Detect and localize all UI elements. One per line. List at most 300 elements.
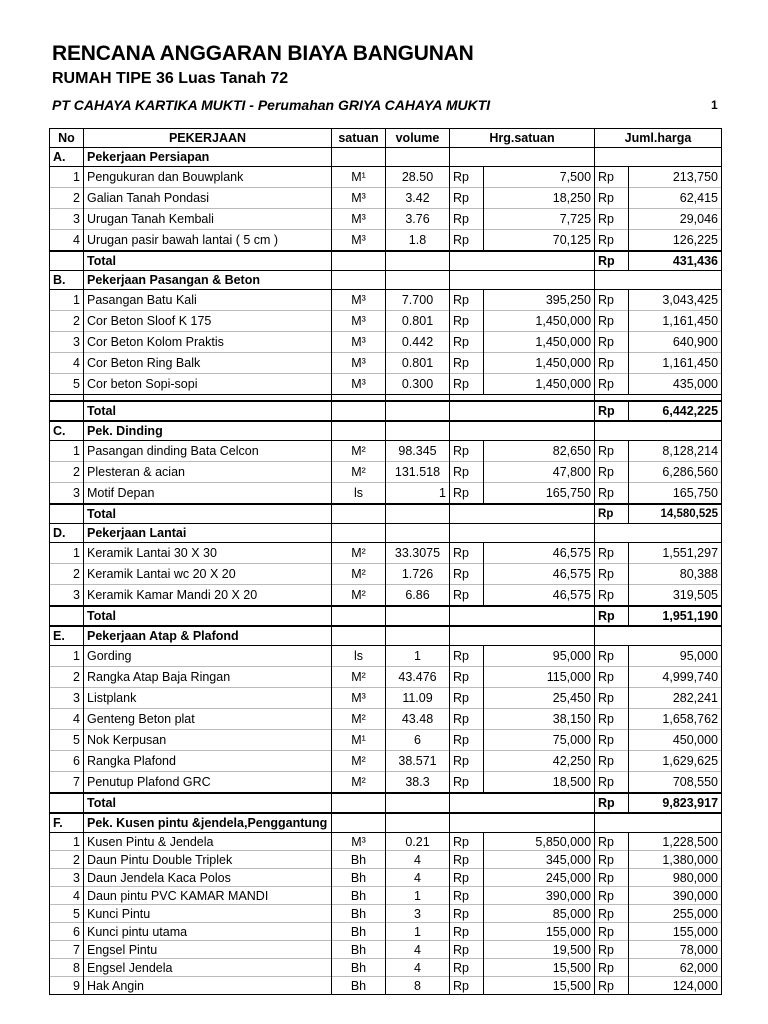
section-name: Pekerjaan Persiapan xyxy=(84,148,332,167)
empty-cell xyxy=(332,793,386,813)
item-unit-price: 1,450,000 xyxy=(484,332,595,353)
empty-cell xyxy=(386,793,450,813)
section-name: Pek. Kusen pintu &jendela,Penggantung xyxy=(84,813,332,833)
section-total-row xyxy=(50,606,722,626)
item-volume: 4 xyxy=(386,851,450,869)
item-unit-price: 390,000 xyxy=(484,887,595,905)
amount-currency: Rp xyxy=(595,188,629,209)
item-unit: M¹ xyxy=(332,167,386,188)
item-volume: 1 xyxy=(386,923,450,941)
item-unit-price: 19,500 xyxy=(484,941,595,959)
item-unit-price: 70,125 xyxy=(484,230,595,252)
item-amount: 390,000 xyxy=(629,887,722,905)
empty-cell xyxy=(595,421,722,441)
item-unit-price: 345,000 xyxy=(484,851,595,869)
item-volume: 98.345 xyxy=(386,441,450,462)
item-name: Cor Beton Sloof K 175 xyxy=(84,311,332,332)
item-unit: M² xyxy=(332,441,386,462)
item-name: Listplank xyxy=(84,688,332,709)
item-unit-price: 18,500 xyxy=(484,772,595,794)
price-currency: Rp xyxy=(450,887,484,905)
item-number: 2 xyxy=(50,188,84,209)
item-number: 5 xyxy=(50,374,84,395)
item-volume: 8 xyxy=(386,977,450,995)
item-unit: M³ xyxy=(332,311,386,332)
item-volume: 38.3 xyxy=(386,772,450,794)
empty-cell xyxy=(450,251,595,271)
total-label: Total xyxy=(84,504,332,524)
amount-currency: Rp xyxy=(595,851,629,869)
total-label: Total xyxy=(84,793,332,813)
section-code: D. xyxy=(50,524,84,543)
item-number: 8 xyxy=(50,959,84,977)
table-row xyxy=(50,188,722,209)
section-code: A. xyxy=(50,148,84,167)
empty-cell xyxy=(332,504,386,524)
item-amount: 6,286,560 xyxy=(629,462,722,483)
item-unit: M² xyxy=(332,667,386,688)
item-unit: M¹ xyxy=(332,730,386,751)
empty-cell xyxy=(50,793,84,813)
table-row xyxy=(50,290,722,311)
item-number: 6 xyxy=(50,751,84,772)
item-number: 6 xyxy=(50,923,84,941)
item-name: Hak Angin xyxy=(84,977,332,995)
amount-currency: Rp xyxy=(595,167,629,188)
item-unit: M² xyxy=(332,751,386,772)
item-unit: M² xyxy=(332,585,386,607)
price-currency: Rp xyxy=(450,353,484,374)
total-currency: Rp xyxy=(595,606,629,626)
item-unit-price: 38,150 xyxy=(484,709,595,730)
table-row xyxy=(50,730,722,751)
price-currency: Rp xyxy=(450,772,484,794)
section-name: Pek. Dinding xyxy=(84,421,332,441)
price-currency: Rp xyxy=(450,959,484,977)
item-unit: M³ xyxy=(332,332,386,353)
empty-cell xyxy=(386,524,450,543)
table-row xyxy=(50,441,722,462)
price-currency: Rp xyxy=(450,374,484,395)
item-name: Kunci Pintu xyxy=(84,905,332,923)
item-amount: 450,000 xyxy=(629,730,722,751)
item-name: Rangka Atap Baja Ringan xyxy=(84,667,332,688)
item-amount: 62,415 xyxy=(629,188,722,209)
empty-cell xyxy=(332,606,386,626)
item-volume: 7.700 xyxy=(386,290,450,311)
document-subtitle: RUMAH TIPE 36 Luas Tanah 72 xyxy=(52,70,289,87)
item-name: Cor Beton Ring Balk xyxy=(84,353,332,374)
item-name: Engsel Pintu xyxy=(84,941,332,959)
item-volume: 43.476 xyxy=(386,667,450,688)
table-row xyxy=(50,688,722,709)
price-currency: Rp xyxy=(450,667,484,688)
price-currency: Rp xyxy=(450,311,484,332)
item-amount: 1,658,762 xyxy=(629,709,722,730)
item-number: 1 xyxy=(50,543,84,564)
section-total-row xyxy=(50,251,722,271)
empty-cell xyxy=(332,251,386,271)
item-volume: 131.518 xyxy=(386,462,450,483)
item-amount: 155,000 xyxy=(629,923,722,941)
item-amount: 1,380,000 xyxy=(629,851,722,869)
total-currency: Rp xyxy=(595,251,629,271)
item-unit-price: 47,800 xyxy=(484,462,595,483)
section-code: B. xyxy=(50,271,84,290)
empty-cell xyxy=(450,504,595,524)
item-unit: Bh xyxy=(332,923,386,941)
table-row xyxy=(50,585,722,607)
item-amount: 640,900 xyxy=(629,332,722,353)
item-unit-price: 395,250 xyxy=(484,290,595,311)
empty-cell xyxy=(450,148,595,167)
item-volume: 0.21 xyxy=(386,833,450,851)
section-name: Pekerjaan Atap & Plafond xyxy=(84,626,332,646)
empty-cell xyxy=(450,401,595,421)
amount-currency: Rp xyxy=(595,543,629,564)
item-number: 2 xyxy=(50,851,84,869)
empty-cell xyxy=(595,148,722,167)
item-number: 1 xyxy=(50,167,84,188)
item-volume: 3 xyxy=(386,905,450,923)
item-amount: 1,551,297 xyxy=(629,543,722,564)
item-unit: M³ xyxy=(332,374,386,395)
item-amount: 95,000 xyxy=(629,646,722,667)
table-row xyxy=(50,905,722,923)
item-unit: M³ xyxy=(332,290,386,311)
item-number: 9 xyxy=(50,977,84,995)
section-header-row xyxy=(50,626,722,646)
table-row xyxy=(50,646,722,667)
item-amount: 1,228,500 xyxy=(629,833,722,851)
item-unit: M³ xyxy=(332,230,386,252)
table-row xyxy=(50,543,722,564)
table-row xyxy=(50,167,722,188)
item-amount: 435,000 xyxy=(629,374,722,395)
table-row xyxy=(50,833,722,851)
table-row xyxy=(50,959,722,977)
item-volume: 1 xyxy=(386,646,450,667)
document-title: RENCANA ANGGARAN BIAYA BANGUNAN xyxy=(52,42,474,65)
price-currency: Rp xyxy=(450,585,484,607)
empty-cell xyxy=(450,524,595,543)
item-name: Gording xyxy=(84,646,332,667)
item-number: 3 xyxy=(50,688,84,709)
price-currency: Rp xyxy=(450,977,484,995)
item-unit-price: 85,000 xyxy=(484,905,595,923)
amount-currency: Rp xyxy=(595,730,629,751)
item-amount: 1,629,625 xyxy=(629,751,722,772)
item-name: Nok Kerpusan xyxy=(84,730,332,751)
amount-currency: Rp xyxy=(595,833,629,851)
table-row xyxy=(50,332,722,353)
item-unit: M² xyxy=(332,564,386,585)
item-amount: 78,000 xyxy=(629,941,722,959)
item-unit-price: 1,450,000 xyxy=(484,311,595,332)
section-total-amount: 431,436 xyxy=(629,251,722,271)
price-currency: Rp xyxy=(450,209,484,230)
amount-currency: Rp xyxy=(595,751,629,772)
item-name: Keramik Lantai wc 20 X 20 xyxy=(84,564,332,585)
item-name: Pengukuran dan Bouwplank xyxy=(84,167,332,188)
item-number: 1 xyxy=(50,441,84,462)
header-pekerjaan: PEKERJAAN xyxy=(84,129,332,148)
amount-currency: Rp xyxy=(595,462,629,483)
price-currency: Rp xyxy=(450,941,484,959)
empty-cell xyxy=(595,626,722,646)
item-number: 5 xyxy=(50,905,84,923)
price-currency: Rp xyxy=(450,290,484,311)
item-volume: 38.571 xyxy=(386,751,450,772)
price-currency: Rp xyxy=(450,230,484,252)
item-name: Engsel Jendela xyxy=(84,959,332,977)
table-row xyxy=(50,887,722,905)
amount-currency: Rp xyxy=(595,941,629,959)
item-name: Penutup Plafond GRC xyxy=(84,772,332,794)
item-number: 4 xyxy=(50,230,84,252)
item-unit: M² xyxy=(332,543,386,564)
empty-cell xyxy=(332,813,386,833)
table-row xyxy=(50,483,722,505)
table-row xyxy=(50,353,722,374)
item-volume: 0.801 xyxy=(386,311,450,332)
item-unit: Bh xyxy=(332,851,386,869)
amount-currency: Rp xyxy=(595,483,629,505)
item-unit: Bh xyxy=(332,869,386,887)
header-satuan: satuan xyxy=(332,129,386,148)
header-juml-harga: Juml.harga xyxy=(595,129,722,148)
item-number: 7 xyxy=(50,941,84,959)
header-hrg-satuan: Hrg.satuan xyxy=(450,129,595,148)
item-unit-price: 42,250 xyxy=(484,751,595,772)
empty-cell xyxy=(50,504,84,524)
table-body xyxy=(50,148,722,995)
table-row xyxy=(50,923,722,941)
item-unit: M² xyxy=(332,709,386,730)
item-unit-price: 75,000 xyxy=(484,730,595,751)
item-unit-price: 25,450 xyxy=(484,688,595,709)
empty-cell xyxy=(332,626,386,646)
header-no: No xyxy=(50,129,84,148)
amount-currency: Rp xyxy=(595,646,629,667)
amount-currency: Rp xyxy=(595,688,629,709)
item-amount: 319,505 xyxy=(629,585,722,607)
item-amount: 80,388 xyxy=(629,564,722,585)
empty-cell xyxy=(450,626,595,646)
item-name: Cor Beton Kolom Praktis xyxy=(84,332,332,353)
price-currency: Rp xyxy=(450,923,484,941)
price-currency: Rp xyxy=(450,833,484,851)
section-total-amount: 9,823,917 xyxy=(629,793,722,813)
price-currency: Rp xyxy=(450,483,484,505)
item-unit: Bh xyxy=(332,959,386,977)
item-volume: 1.8 xyxy=(386,230,450,252)
total-label: Total xyxy=(84,251,332,271)
empty-cell xyxy=(386,606,450,626)
section-total-amount: 6,442,225 xyxy=(629,401,722,421)
item-name: Urugan Tanah Kembali xyxy=(84,209,332,230)
amount-currency: Rp xyxy=(595,374,629,395)
page-number: 1 xyxy=(711,98,718,112)
item-name: Kusen Pintu & Jendela xyxy=(84,833,332,851)
item-unit: Bh xyxy=(332,905,386,923)
item-volume: 6 xyxy=(386,730,450,751)
item-name: Genteng Beton plat xyxy=(84,709,332,730)
section-header-row xyxy=(50,271,722,290)
item-unit: M³ xyxy=(332,209,386,230)
price-currency: Rp xyxy=(450,188,484,209)
item-unit: M² xyxy=(332,772,386,794)
item-name: Urugan pasir bawah lantai ( 5 cm ) xyxy=(84,230,332,252)
item-unit-price: 46,575 xyxy=(484,585,595,607)
item-amount: 282,241 xyxy=(629,688,722,709)
table-row xyxy=(50,374,722,395)
empty-cell xyxy=(595,271,722,290)
price-currency: Rp xyxy=(450,709,484,730)
item-unit-price: 5,850,000 xyxy=(484,833,595,851)
amount-currency: Rp xyxy=(595,959,629,977)
empty-cell xyxy=(386,271,450,290)
section-code: F. xyxy=(50,813,84,833)
item-unit-price: 7,500 xyxy=(484,167,595,188)
total-currency: Rp xyxy=(595,401,629,421)
section-name: Pekerjaan Lantai xyxy=(84,524,332,543)
section-header-row xyxy=(50,148,722,167)
total-currency: Rp xyxy=(595,793,629,813)
section-total-row xyxy=(50,504,722,524)
price-currency: Rp xyxy=(450,564,484,585)
item-volume: 6.86 xyxy=(386,585,450,607)
item-unit-price: 15,500 xyxy=(484,959,595,977)
item-number: 1 xyxy=(50,646,84,667)
table-row xyxy=(50,230,722,252)
item-amount: 708,550 xyxy=(629,772,722,794)
table-row xyxy=(50,772,722,794)
item-volume: 4 xyxy=(386,941,450,959)
table-row xyxy=(50,751,722,772)
item-unit: ls xyxy=(332,483,386,505)
item-unit: Bh xyxy=(332,977,386,995)
item-unit: M³ xyxy=(332,353,386,374)
amount-currency: Rp xyxy=(595,923,629,941)
item-unit-price: 46,575 xyxy=(484,564,595,585)
amount-currency: Rp xyxy=(595,564,629,585)
price-currency: Rp xyxy=(450,441,484,462)
empty-cell xyxy=(332,271,386,290)
item-unit-price: 1,450,000 xyxy=(484,353,595,374)
item-amount: 165,750 xyxy=(629,483,722,505)
item-volume: 3.42 xyxy=(386,188,450,209)
total-label: Total xyxy=(84,606,332,626)
empty-cell xyxy=(332,401,386,421)
item-name: Keramik Kamar Mandi 20 X 20 xyxy=(84,585,332,607)
item-unit: M³ xyxy=(332,188,386,209)
amount-currency: Rp xyxy=(595,441,629,462)
price-currency: Rp xyxy=(450,543,484,564)
item-unit: Bh xyxy=(332,887,386,905)
item-name: Cor beton Sopi-sopi xyxy=(84,374,332,395)
price-currency: Rp xyxy=(450,905,484,923)
item-number: 4 xyxy=(50,887,84,905)
item-unit: ls xyxy=(332,646,386,667)
item-number: 4 xyxy=(50,353,84,374)
item-volume: 33.3075 xyxy=(386,543,450,564)
section-total-row xyxy=(50,793,722,813)
empty-cell xyxy=(50,251,84,271)
item-unit-price: 95,000 xyxy=(484,646,595,667)
item-volume: 28.50 xyxy=(386,167,450,188)
item-amount: 29,046 xyxy=(629,209,722,230)
amount-currency: Rp xyxy=(595,977,629,995)
item-number: 1 xyxy=(50,290,84,311)
amount-currency: Rp xyxy=(595,311,629,332)
item-name: Kunci pintu utama xyxy=(84,923,332,941)
item-amount: 124,000 xyxy=(629,977,722,995)
amount-currency: Rp xyxy=(595,353,629,374)
item-number: 2 xyxy=(50,462,84,483)
company-name: PT CAHAYA KARTIKA MUKTI - Perumahan GRIYA CAHAYA MUKTI xyxy=(52,97,491,113)
section-header-row xyxy=(50,421,722,441)
item-name: Daun Jendela Kaca Polos xyxy=(84,869,332,887)
item-volume: 0.801 xyxy=(386,353,450,374)
price-currency: Rp xyxy=(450,688,484,709)
table-row xyxy=(50,311,722,332)
price-currency: Rp xyxy=(450,646,484,667)
empty-cell xyxy=(50,606,84,626)
item-number: 5 xyxy=(50,730,84,751)
item-unit-price: 165,750 xyxy=(484,483,595,505)
empty-cell xyxy=(50,401,84,421)
item-volume: 1.726 xyxy=(386,564,450,585)
amount-currency: Rp xyxy=(595,887,629,905)
price-currency: Rp xyxy=(450,851,484,869)
item-amount: 8,128,214 xyxy=(629,441,722,462)
item-volume: 43.48 xyxy=(386,709,450,730)
item-unit: M² xyxy=(332,462,386,483)
empty-cell xyxy=(386,626,450,646)
header-volume: volume xyxy=(386,129,450,148)
item-number: 3 xyxy=(50,332,84,353)
table-row xyxy=(50,564,722,585)
total-currency: Rp xyxy=(595,504,629,524)
item-amount: 3,043,425 xyxy=(629,290,722,311)
empty-cell xyxy=(386,421,450,441)
item-unit-price: 82,650 xyxy=(484,441,595,462)
table-header xyxy=(50,129,722,148)
empty-cell xyxy=(386,401,450,421)
item-name: Pasangan Batu Kali xyxy=(84,290,332,311)
total-label: Total xyxy=(84,401,332,421)
empty-cell xyxy=(450,793,595,813)
amount-currency: Rp xyxy=(595,230,629,252)
amount-currency: Rp xyxy=(595,772,629,794)
empty-cell xyxy=(450,606,595,626)
empty-cell xyxy=(386,813,450,833)
table-row xyxy=(50,709,722,730)
amount-currency: Rp xyxy=(595,209,629,230)
section-total-amount: 14,580,525 xyxy=(629,504,722,524)
table-row xyxy=(50,851,722,869)
price-currency: Rp xyxy=(450,462,484,483)
table-row xyxy=(50,977,722,995)
amount-currency: Rp xyxy=(595,585,629,607)
item-number: 3 xyxy=(50,209,84,230)
table-row xyxy=(50,869,722,887)
item-amount: 1,161,450 xyxy=(629,353,722,374)
empty-cell xyxy=(332,148,386,167)
section-total-amount: 1,951,190 xyxy=(629,606,722,626)
empty-cell xyxy=(386,251,450,271)
